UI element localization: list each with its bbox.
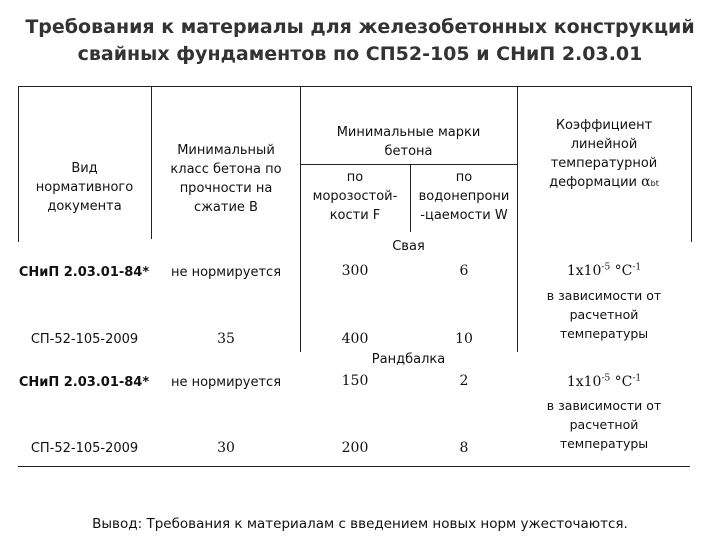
row2-coef: в зависимости от расчетной температуры xyxy=(546,288,662,341)
conclusion-text: Вывод: Требования к материалам с введением новых норм ужесточаются. xyxy=(92,516,628,532)
row2-doc: СП-52-105-2009 xyxy=(30,332,139,347)
section-beam: Рандбалка xyxy=(371,352,446,367)
row3-class: не нормируется xyxy=(170,375,282,390)
row1-class: не нормируется xyxy=(170,265,282,280)
header-water: по водонепрони -цаемости W xyxy=(418,170,510,223)
row3-water: 2 xyxy=(459,373,469,389)
row1-water: 6 xyxy=(459,263,469,279)
row3-doc: СНиП 2.03.01-84* xyxy=(18,375,150,390)
header-hline xyxy=(300,164,517,165)
row3-coef: $1x10^{-5}$ $^\circ C^{-1}$ xyxy=(566,373,642,390)
row1-frost: 300 xyxy=(341,263,369,279)
row4-water: 8 xyxy=(459,440,469,456)
row1-coef: $1x10^{-5}$ $^\circ C^{-1}$ xyxy=(566,262,642,279)
row4-doc: СП-52-105-2009 xyxy=(30,441,139,456)
header-min-grades: Минимальные марки бетона xyxy=(336,125,481,159)
header-frost: по морозостой- кости F xyxy=(312,170,398,223)
row2-class: 35 xyxy=(217,331,235,347)
row4-coef: в зависимости от расчетной температуры xyxy=(546,398,662,451)
header-min-class: Минимальный класс бетона по прочности на сжатие B xyxy=(170,143,282,215)
row1-doc: СНиП 2.03.01-84* xyxy=(18,265,150,280)
title-line-2: свайных фундаментов по СП52-105 и СНиП 2.03.01 xyxy=(77,43,643,65)
page-title xyxy=(0,14,720,68)
row2-frost: 400 xyxy=(341,331,369,347)
row3-frost: 150 xyxy=(341,373,369,389)
header-doc-type: Вид нормативного документа xyxy=(35,161,134,214)
row2-water: 10 xyxy=(455,331,473,347)
table-bottom-rule xyxy=(18,466,690,467)
section-pile: Свая xyxy=(392,239,425,254)
row4-frost: 200 xyxy=(341,440,369,456)
row4-class: 30 xyxy=(217,440,235,456)
title-line-1: Требования к материалы для железобетонных конструкций xyxy=(25,16,695,38)
header-coef: Коэффициент линейной температурной деформации αbt xyxy=(549,118,659,190)
